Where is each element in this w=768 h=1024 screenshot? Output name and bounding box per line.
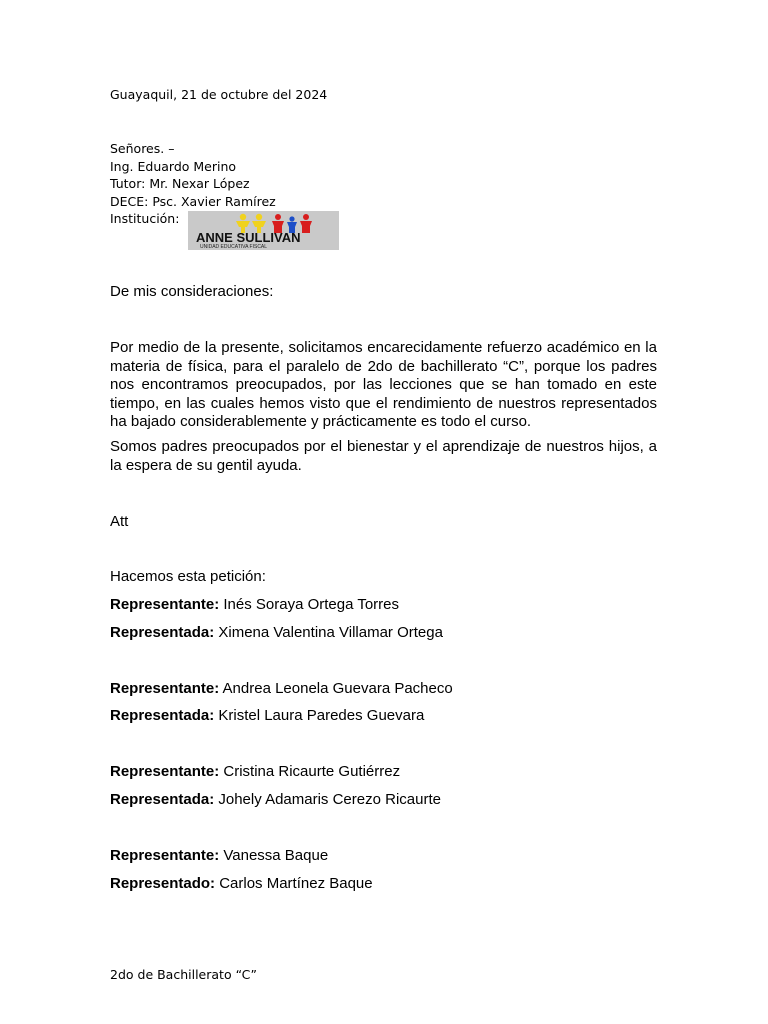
institution-label: Institución:: [110, 211, 180, 226]
represented-name: Kristel Laura Paredes Guevara: [214, 707, 425, 724]
represented-name: Carlos Martínez Baque: [215, 875, 373, 892]
representative-name: Vanessa Baque: [219, 847, 329, 864]
addressee-line: Tutor: Mr. Nexar López: [110, 176, 250, 191]
represented-label: Representada:: [110, 624, 215, 641]
addressee-line: Ing. Eduardo Merino: [110, 159, 237, 174]
greeting: De mis consideraciones:: [110, 283, 274, 300]
represented-name: Ximena Valentina Villamar Ortega: [214, 624, 443, 641]
represented-name: Johely Adamaris Cerezo Ricaurte: [214, 791, 441, 808]
representative-name: Andrea Leonela Guevara Pacheco: [219, 680, 453, 697]
footer: 2do de Bachillerato “C”: [110, 967, 258, 982]
represented-label: Representada:: [110, 791, 215, 808]
represented-line: [110, 875, 373, 894]
place-date: Guayaquil, 21 de octubre del 2024: [110, 87, 328, 102]
paragraph-request: Por medio de la presente, solicitamos encarecidamente refuerzo académico en la materia de física, para el paralelo de 2do de bachillerato “C”, porque los padres nos encontramos preocupados, por las lecciones que se han tomado en este tiempo, en las cuales hemos visto que el rendimiento de nuestros representados ha bajado considerablemente y prácticamente es todo el curso.: [110, 339, 657, 430]
representative-line: [110, 847, 328, 866]
represented-label: Representada:: [110, 707, 215, 724]
paragraph-concern: Somos padres preocupados por el bienestar y el aprendizaje de nuestros hijos, a la espera de su gentil ayuda.: [110, 438, 657, 474]
addressee-line: DECE: Psc. Xavier Ramírez: [110, 194, 276, 209]
representative-name: Inés Soraya Ortega Torres: [219, 596, 400, 613]
petition-intro: Hacemos esta petición:: [110, 568, 266, 585]
representative-label: Representante:: [110, 680, 220, 697]
representative-line: [110, 596, 399, 615]
represented-line: [110, 791, 441, 810]
logo-subtitle: UNIDAD EDUCATIVA FISCAL: [200, 244, 268, 250]
representative-line: [110, 763, 400, 782]
represented-line: [110, 624, 443, 643]
school-logo: [188, 211, 339, 250]
representative-name: Cristina Ricaurte Gutiérrez: [219, 763, 401, 780]
representative-line: [110, 680, 453, 699]
representative-label: Representante:: [110, 847, 220, 864]
representative-label: Representante:: [110, 763, 220, 780]
representative-label: Representante:: [110, 596, 220, 613]
represented-line: [110, 707, 424, 726]
logo-name: ANNE SULLIVAN: [196, 230, 301, 245]
closing: Att: [110, 513, 129, 530]
represented-label: Representado:: [110, 875, 216, 892]
addressee-salutation: Señores. –: [110, 141, 175, 156]
